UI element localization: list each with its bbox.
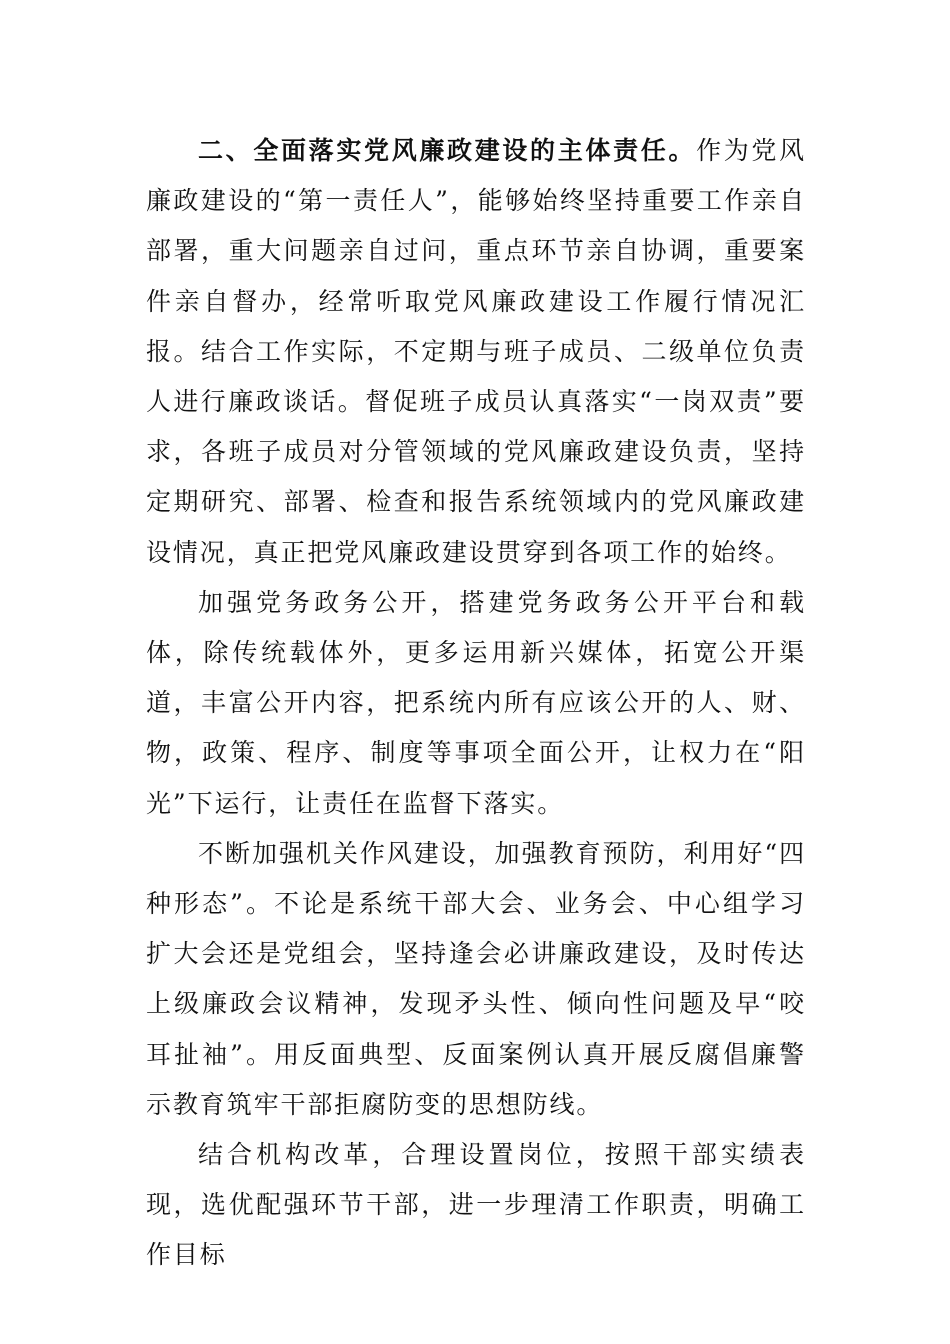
- document-page: [146, 126, 806, 1281]
- paragraph-main-responsibility: [146, 126, 806, 578]
- paragraph-openness: 加强党务政务公开，搭建党务政务公开平台和载体，除传统载体外，更多运用新兴媒体，拓宽公开渠道，丰富公开内容，把系统内所有应该公开的人、财、物，政策、程序、制度等事项全面公开，让权力在“阳光”下运行，让责任在监督下落实。: [146, 587, 806, 818]
- paragraph-work-style: 不断加强机关作风建设，加强教育预防，利用好“四种形态”。不论是系统干部大会、业务会、中心组学习扩大会还是党组会，坚持逢会必讲廉政建设，及时传达上级廉政会议精神，发现矛头性、倾向性问题及早“咬耳扯袖”。用反面典型、反面案例认真开展反腐倡廉警示教育筑牢干部拒腐防变的思想防线。: [146, 838, 806, 1119]
- section-heading: 二、全面落实党风廉政建设的主体责任。: [198, 136, 697, 165]
- paragraph-text: 作为党风廉政建设的“第一责任人”，能够始终坚持重要工作亲自部署，重大问题亲自过问，重点环节亲自协调，重要案件亲自督办，经常听取党风廉政建设工作履行情况汇报。结合工作实际，不定期与班子成员、二级单位负责人进行廉政谈话。督促班子成员认真落实“一岗双责”要求，各班子成员对分管领域的党风廉政建设负责，坚持定期研究、部署、检查和报告系统领域内的党风廉政建设情况，真正把党风廉政建设贯穿到各项工作的始终。: [146, 136, 806, 567]
- paragraph-institutional-reform: 结合机构改革，合理设置岗位，按照干部实绩表现，选优配强环节干部，进一步理清工作职责，明确工作目标: [146, 1140, 806, 1270]
